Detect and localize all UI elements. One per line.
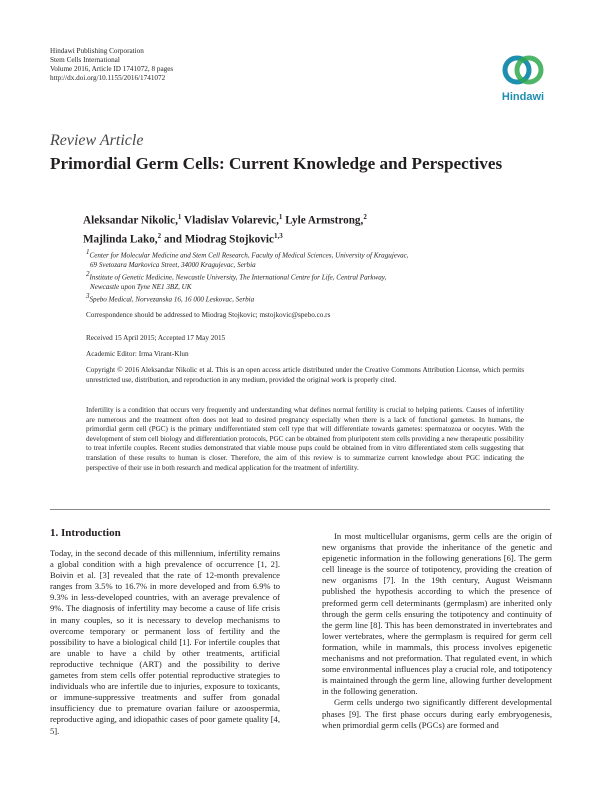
- column-right: [322, 531, 552, 731]
- author-2-aff: 1: [278, 213, 283, 221]
- publisher-name: Hindawi Publishing Corporation: [50, 47, 144, 55]
- aff-line: Center for Molecular Medicine and Stem Cell Research, Faculty of Medical Sciences, University of Kragujevac,: [89, 251, 409, 260]
- aff-sup: 2: [86, 270, 90, 279]
- author-5-aff: 1,3: [273, 231, 283, 240]
- author-4-aff: 2: [157, 231, 162, 240]
- affiliation-1-cont: 69 Svetozara Markovica Street, 34000 Kragujevac, Serbia: [90, 260, 256, 269]
- author-3-aff: 2: [363, 213, 367, 221]
- hindawi-logo-icon: [493, 48, 553, 108]
- affiliation-2: [86, 270, 506, 283]
- article-type: Review Article: [50, 132, 144, 149]
- author-1-aff: 1: [177, 213, 182, 221]
- paragraph: Germ cells undergo two significantly different developmental phases [9]. The first phase occurs during early embryogenesis, when primordial germ cells (PGCs) are formed and: [322, 697, 552, 730]
- copyright-notice: Copyright © 2016 Aleksandar Nikolic et al. This is an open access article distributed under the Creative Commons Attribution License, which permits unrestricted use, distribution, and reproduction in any medium, provided the original work is properly cited.: [86, 366, 524, 384]
- aff-line: Institute of Genetic Medicine, Newcastle University, The International Centre for Life, Central Parkway,: [89, 273, 387, 282]
- aff-line: Spebo Medical, Norvezanska 16, 16 000 Leskovac, Serbia: [89, 295, 255, 304]
- affiliation-3: [86, 292, 506, 305]
- affiliation-2-cont: Newcastle upon Tyne NE1 3BZ, UK: [90, 282, 192, 291]
- section-heading-introduction: 1. Introduction: [50, 527, 121, 539]
- author-2: Vladislav Volarevic,: [181, 214, 279, 227]
- correspondence: Correspondence should be addressed to Miodrag Stojkovic; mstojkovic@spebo.co.rs: [86, 311, 331, 319]
- affiliation-1: [86, 248, 506, 261]
- section-divider: [50, 509, 550, 510]
- journal-header: [50, 47, 173, 83]
- author-list: [83, 210, 503, 247]
- academic-editor: Academic Editor: Irma Virant-Klun: [86, 350, 189, 358]
- logo-text: Hindawi: [501, 91, 545, 103]
- abstract: Infertility is a condition that occurs very frequently and understanding what defines normal fertility is crucial to helping patients. Causes of infertility are numerous and the treatment often does not lead to desired pregnancy especially when there is a lack of functional gametes. In humans, the primordial germ cell (PGC) is the primary undifferentiated stem cell type that will differentiate towards gametes: spermatozoa or oocytes. With the development of stem cell biology and differentiation protocols, PGC can be obtained from pluripotent stem cells providing a new therapeutic possibility to treat infertile couples. Recent studies demonstrated that viable mouse pups could be obtained from in vitro differentiated stem cells suggesting that translation of these results to human is closer. Therefore, the aim of this review is to summarize current knowledge about PGC indicating the perspective of their use in both research and medical application for the treatment of infertility.: [86, 406, 524, 472]
- volume-info: Volume 2016, Article ID 1741072, 8 pages: [50, 65, 174, 73]
- author-4: Majlinda Lako,: [83, 233, 158, 246]
- article-title: Primordial Germ Cells: Current Knowledge and Perspectives: [50, 154, 503, 173]
- doi-link[interactable]: http://dx.doi.org/10.1155/2016/1741072: [50, 74, 166, 82]
- journal-name: Stem Cells International: [50, 56, 120, 64]
- affiliations: [86, 248, 506, 305]
- paragraph: In most multicellular organisms, germ cells are the origin of new organisms that provide the inheritance of the genetic and epigenetic information in the following generations [6]. The germ cell lineage is the source of totipotency, providing the creation of new organisms [7]. In the 19th century, August Weismann published the hypothesis according to which the presence of preformed germ cell determinants (germplasm) are inherited only through the germ cells ensuring the totipotency and continuity of the germ line [8]. This has been demonstrated in invertebrates and lower vertebrates, where the germplasm is required for germ cell formation, while in mammals, this process involves epigenetic mechanisms and not preformation. That regulated event, in which some environmental influences play a crucial role, and totipotency is maintained through the germ line, allowing further development in the following generation.: [322, 531, 552, 697]
- hindawi-logo: [493, 48, 553, 108]
- aff-sup: 3: [86, 292, 90, 301]
- aff-sup: 1: [86, 248, 90, 256]
- paragraph: Today, in the second decade of this millennium, infertility remains a global condition with a high prevalence of occurrence [1, 2]. Boivin et al. [3] revealed that the rate of 12-month prevalence ranges from 3.5% to 16.7% in more developed and from 6.9% to 9.3% in less-developed countries, with an average prevalence of 9%. The diagnosis of infertility may become a cause of life crisis in many couples, so it is necessary to develop mechanisms to overcome temporary or permanent loss of fertility and the possibility to have a biological child [1]. For infertile couples that are unable to have a child by other treatments, artificial reproductive technique (ART) and the possibility to derive gametes from stem cells offer potential reproductive strategies to individuals who are infertile due to injuries, exposure to toxicants, or immune-suppressive treatments and suffer from gonadal insufficiency due to premature ovarian failure or azoospermia, reproductive aging, and idiopathic cases of poor gamete quality [4, 5].: [50, 548, 280, 736]
- received-dates: Received 15 April 2015; Accepted 17 May 2015: [86, 334, 226, 342]
- author-5: and Miodrag Stojkovic: [161, 233, 274, 246]
- author-1: Aleksandar Nikolic,: [83, 214, 178, 227]
- author-3: Lyle Armstrong,: [282, 214, 364, 227]
- column-left: [50, 548, 280, 737]
